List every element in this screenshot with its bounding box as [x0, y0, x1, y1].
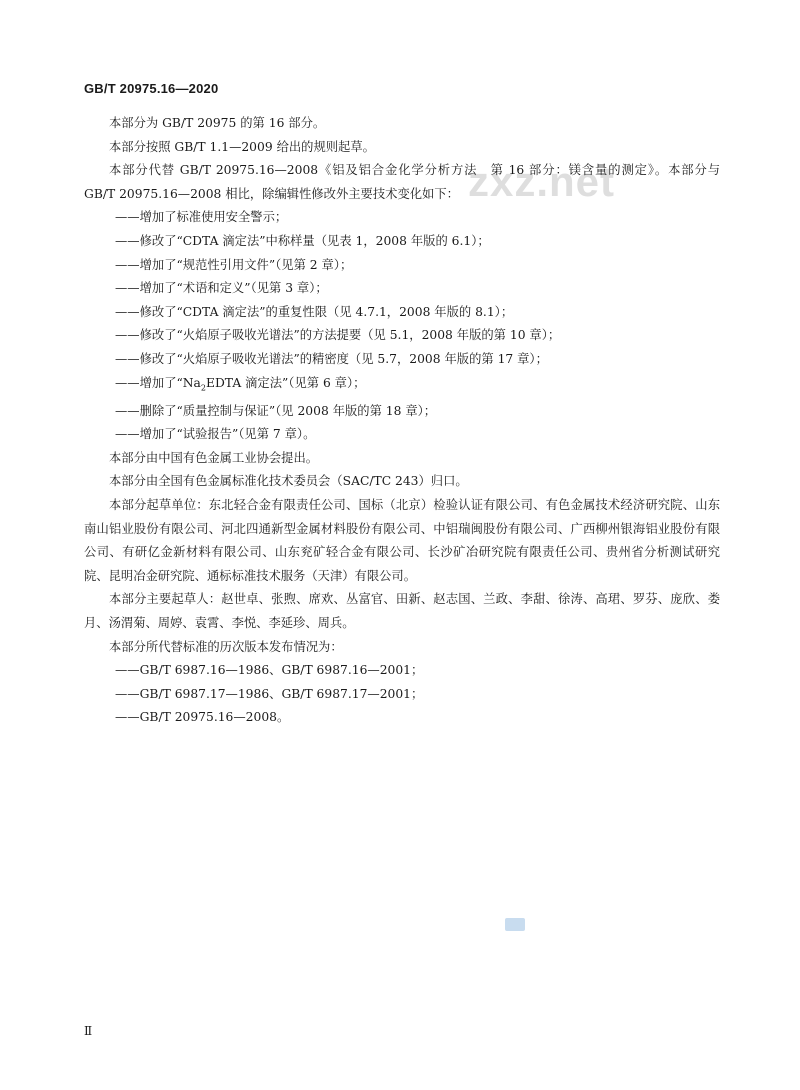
- list-item-change: ——修改了“火焰原子吸收光谱法”的精密度（见 5.7，2008 年版的第 17 章）；: [115, 351, 548, 366]
- paragraph-replaces: 本部分代替 GB/T 20975.16—2008《铝及铝合金化学分析方法 第 16 部分：镁含量的测定》。本部分与 GB/T 20975.16—2008 相比，除编辑性修改外主要技术变化如下：: [84, 163, 720, 201]
- paragraph-drafting-units: 本部分起草单位：东北轻合金有限责任公司、国标（北京）检验认证有限公司、有色金属技术经济研究院、山东南山铝业股份有限公司、河北四通新型金属材料股份有限公司、中铝瑞闽股份有限公司、广西柳州银海铝业股份有限公司、有研亿金新材料有限公司、山东兖矿轻合金有限公司、长沙矿冶研究院有限责任公司、贵州省分析测试研究院、昆明冶金研究院、通标标准技术服务（天津）有限公司。: [84, 497, 720, 583]
- list-item-change-na2edta: [84, 372, 720, 400]
- list-item-change: ——增加了“试验报告”（见第 7 章）。: [115, 427, 316, 442]
- list-item-change: ——修改了“火焰原子吸收光谱法”的方法提要（见 5.1，2008 年版的第 10 章）；: [115, 328, 561, 343]
- change-na-suffix: EDTA 滴定法”（见第 6 章）；: [205, 375, 366, 390]
- standard-number-header: GB/T 20975.16—2020: [84, 81, 219, 96]
- list-item-change: ——修改了“CDTA 滴定法”中称样量（见表 1，2008 年版的 6.1）；: [115, 233, 490, 248]
- list-item-change: ——增加了标准使用安全警示；: [115, 210, 288, 225]
- page-number: Ⅱ: [84, 1024, 93, 1038]
- list-item-change: ——增加了“规范性引用文件”（见第 2 章）；: [115, 257, 353, 272]
- change-na-subscript: 2: [200, 382, 206, 392]
- list-item-history: ——GB/T 6987.16—1986、GB/T 6987.16—2001；: [115, 663, 424, 678]
- paragraph-centralized-by: 本部分由全国有色金属标准化技术委员会（SAC/TC 243）归口。: [109, 474, 468, 489]
- paragraph-proposed-by: 本部分由中国有色金属工业协会提出。: [109, 450, 319, 465]
- paragraph-drafting-rules: 本部分按照 GB/T 1.1—2009 给出的规则起草。: [109, 139, 375, 154]
- watermark: zxz.net: [468, 158, 616, 205]
- list-item-change: ——增加了“术语和定义”（见第 3 章）；: [115, 281, 328, 296]
- paragraph-part-of-series: 本部分为 GB/T 20975 的第 16 部分。: [109, 116, 326, 130]
- foreword-body: [84, 112, 720, 730]
- list-item-history: ——GB/T 20975.16—2008。: [115, 710, 290, 725]
- list-item-change: ——删除了“质量控制与保证”（见 2008 年版的第 18 章）；: [115, 403, 437, 418]
- list-item-change: ——修改了“CDTA 滴定法”的重复性限（见 4.7.1，2008 年版的 8.1）；: [115, 304, 514, 319]
- stamp-icon: [505, 918, 525, 931]
- paragraph-drafters: 本部分主要起草人：赵世卓、张煦、席欢、丛富官、田新、赵志国、兰政、李甜、徐涛、高珺、罗芬、庞欣、娄月、汤渭菊、周婷、袁霄、李悦、李延珍、周兵。: [84, 592, 720, 630]
- list-item-history: ——GB/T 6987.17—1986、GB/T 6987.17—2001；: [115, 686, 424, 701]
- change-na-prefix: ——增加了“Na: [115, 375, 201, 390]
- paragraph-history-intro: 本部分所代替标准的历次版本发布情况为：: [109, 639, 343, 654]
